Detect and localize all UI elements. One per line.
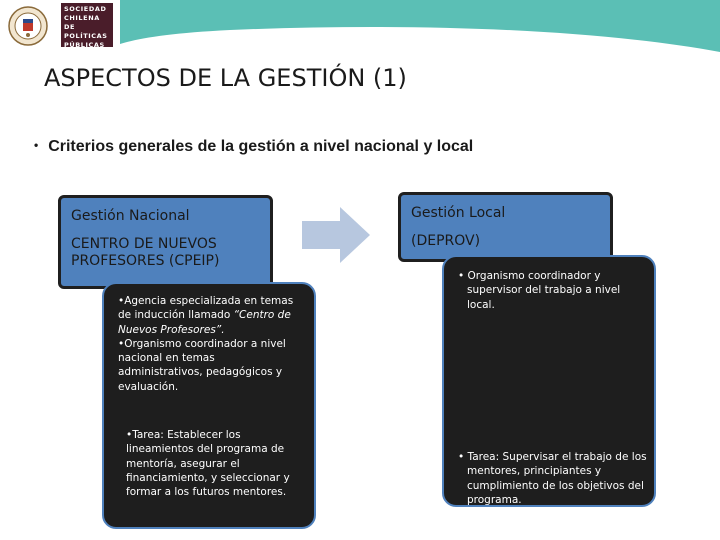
nacional-detail-organismo: •Organismo coordinador a nivel nacional en temas administrativos, pedagógicos y evaluación. [118, 337, 286, 393]
logo-seal-icon [8, 6, 48, 46]
right-arrow-icon [302, 207, 370, 263]
gestion-nacional-box [58, 195, 273, 289]
local-detail-tarea: • Tarea: Supervisar el trabajo de los mentores, principiantes y cumplimiento de los objetivos del programa. [458, 451, 647, 506]
nacional-detail-tarea: •Tarea: Establecer los lineamientos del programa de mentoría, asegurar el financiamiento, y seleccionar y formar a los futuros mentores. [126, 429, 290, 499]
gestion-nacional-title: Gestión Nacional [71, 208, 190, 224]
logo-line: POLÍTICAS [64, 32, 108, 40]
nacional-agencia-text: •Agencia especializada en temas de inducción llamado [118, 295, 294, 322]
bullet-icon: • [34, 138, 39, 152]
nacional-detail-agencia [118, 294, 302, 337]
nacional-agencia-italic: “Centro de Nuevos Profesores”. [118, 309, 291, 336]
logo [61, 3, 113, 47]
local-detail-organismo: • Organismo coordinador y supervisor del trabajo a nivel local. [458, 270, 621, 311]
gestion-nacional-detail [102, 282, 316, 529]
gestion-local-detail [442, 255, 656, 507]
gestion-local-box [398, 192, 613, 262]
page-title: ASPECTOS DE LA GESTIÓN (1) [44, 64, 407, 92]
gestion-local-text: (DEPROV) [411, 233, 481, 249]
subtitle-row [34, 138, 473, 156]
subtitle-text: Criterios generales de la gestión a nivel nacional y local [48, 138, 474, 155]
logo-line: PÚBLICAS [64, 41, 105, 49]
logo-line: CHILENA DE [64, 14, 100, 31]
gestion-local-title: Gestión Local [411, 205, 506, 221]
logo-line: SOCIEDAD [64, 5, 107, 13]
gestion-nacional-text: CENTRO DE NUEVOS PROFESORES (CPEIP) [71, 236, 220, 269]
